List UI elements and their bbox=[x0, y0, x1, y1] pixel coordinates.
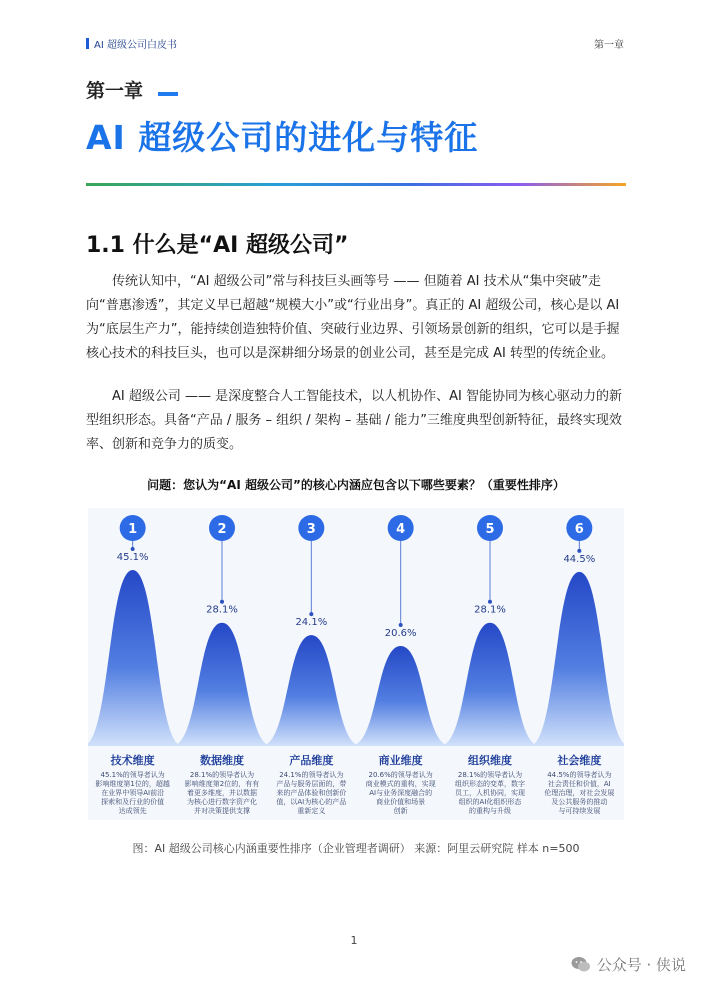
category-desc-1: 在业界中领导AI前沿 bbox=[101, 789, 165, 797]
value-label-2: 28.1% bbox=[206, 604, 238, 616]
peak-5 bbox=[440, 623, 540, 746]
category-label-1: 技术维度 bbox=[110, 754, 155, 767]
peak-4 bbox=[351, 646, 451, 746]
rank-number-3: 3 bbox=[306, 522, 316, 537]
section-title: 1.1 什么是“AI 超级公司” bbox=[86, 233, 349, 258]
ranking-chart-svg bbox=[88, 508, 624, 820]
peak-1 bbox=[88, 570, 183, 746]
category-desc-2: 着更多维度，并以数据 bbox=[187, 789, 257, 797]
rank-number-4: 4 bbox=[396, 522, 406, 537]
category-desc-4: 创新 bbox=[393, 807, 408, 815]
header-accent-bar bbox=[86, 38, 89, 49]
category-desc-5: 员工，人机协同，实现 bbox=[455, 789, 525, 797]
value-label-4: 20.6% bbox=[384, 628, 417, 639]
category-desc-4: AI与业务深度融合的 bbox=[369, 789, 433, 797]
page-number: 1 bbox=[350, 934, 358, 947]
rank-dot-1 bbox=[131, 547, 135, 551]
chapter-label: 第一章 bbox=[86, 80, 144, 102]
category-desc-6: 社会责任和价值，AI bbox=[547, 780, 611, 788]
value-label-6: 44.5% bbox=[563, 553, 596, 565]
rank-dot-5 bbox=[488, 600, 492, 604]
rank-number-6: 6 bbox=[574, 522, 584, 537]
category-desc-5: 的重构与升级 bbox=[469, 807, 511, 815]
rank-number-2: 2 bbox=[217, 522, 227, 537]
category-desc-5: 组织形态的变革，数字 bbox=[455, 780, 525, 788]
category-desc-1: 探索和及行业的价值 bbox=[101, 798, 165, 806]
category-desc-2: 28.1%的领导者认为 bbox=[189, 771, 255, 779]
category-desc-3: 产品与服务层面的，带 bbox=[276, 780, 347, 788]
category-desc-3: 重新定义 bbox=[297, 807, 326, 815]
category-label-4: 商业维度 bbox=[378, 754, 423, 767]
figure-caption: 图：AI 超级公司核心内涵重要性排序（企业管理者调研） 来源：阿里云研究院 样本 n=500 bbox=[132, 842, 580, 855]
paragraph-1: 传统认知中，“AI 超级公司”常与科技巨头画等号 —— 但随着 AI 技术从“集中突破”走向“普惠渗透”，其定义早已超越“规模大小”或“行业出身”。真正的 AI 超级公司，核心是以 AI 为“底层生产力”，能持续创造独特价值、突破行业边界、引领场景创新的组织，它可以是手握核心技术的科技巨头，也可以是深耕细分场景的创业公司，甚至是完成 AI 转型的传统企业。 bbox=[86, 274, 620, 361]
category-desc-4: 20.6%的领导者认为 bbox=[368, 771, 433, 779]
category-desc-2: 并对决策提供支撑 bbox=[194, 807, 250, 815]
wechat-icon bbox=[571, 956, 591, 973]
category-desc-3: 来的产品体验和创新价 bbox=[276, 789, 347, 797]
category-label-2: 数据维度 bbox=[200, 754, 244, 767]
value-label-1: 45.1% bbox=[116, 552, 149, 563]
category-desc-6: 及公共服务的推动 bbox=[551, 798, 608, 806]
rank-dot-2 bbox=[220, 600, 224, 604]
header-chapter: 第一章 bbox=[594, 40, 624, 51]
page-title: AI 超级公司的进化与特征 bbox=[86, 118, 479, 157]
peak-2 bbox=[172, 623, 272, 746]
paragraph-2: AI 超级公司 —— 是深度整合人工智能技术，以人机协作、AI 智能协同为核心驱动力的新型组织形态。具备“产品 / 服务 – 组织 / 架构 – 基础 / 能力”三维度典型创新特征，最终实现效率、创新和竞争力的质变。 bbox=[86, 389, 622, 452]
rank-dot-4 bbox=[399, 623, 403, 627]
figure-question: 问题：您认为“AI 超级公司”的核心内涵应包含以下哪些要素？（重要性排序） bbox=[147, 478, 565, 492]
watermark bbox=[571, 954, 686, 975]
category-desc-5: 28.1%的领导者认为 bbox=[457, 771, 523, 779]
category-label-5: 组织维度 bbox=[468, 754, 512, 767]
category-desc-6: 44.5%的领导者认为 bbox=[547, 771, 612, 779]
rank-dot-6 bbox=[577, 549, 581, 553]
peak-3 bbox=[261, 635, 361, 746]
category-desc-5: 组织的AI化组织形态 bbox=[458, 798, 522, 806]
category-desc-3: 值，以AI为核心的产品 bbox=[276, 798, 347, 806]
category-desc-4: 商业模式的重构，实现 bbox=[365, 780, 436, 788]
ranking-chart bbox=[88, 508, 624, 820]
category-desc-6: 伦理治理，对社会发展 bbox=[544, 789, 615, 797]
category-desc-1: 影响维度第1位的，超越 bbox=[95, 780, 170, 788]
category-desc-4: 商业价值和场景 bbox=[376, 798, 426, 806]
category-desc-2: 为核心进行数字资产化 bbox=[187, 798, 257, 806]
header-doc-title: AI 超级公司白皮书 bbox=[94, 40, 177, 51]
watermark-text: 公众号 · 侠说 bbox=[596, 956, 686, 974]
category-desc-1: 达成领先 bbox=[118, 807, 147, 815]
category-label-6: 社会维度 bbox=[557, 754, 602, 767]
peak-6 bbox=[529, 572, 624, 746]
value-label-3: 24.1% bbox=[295, 617, 328, 629]
rank-number-1: 1 bbox=[128, 522, 138, 537]
value-label-5: 28.1% bbox=[474, 604, 506, 616]
gradient-divider bbox=[86, 183, 626, 186]
rank-dot-3 bbox=[309, 612, 313, 616]
category-label-3: 产品维度 bbox=[289, 754, 334, 767]
chapter-accent-dash bbox=[158, 92, 178, 96]
rank-number-5: 5 bbox=[485, 522, 495, 537]
category-desc-3: 24.1%的领导者认为 bbox=[279, 771, 344, 779]
category-desc-2: 影响维度第2位的，有有 bbox=[184, 780, 260, 788]
category-desc-6: 与可持续发展 bbox=[558, 807, 601, 815]
category-desc-1: 45.1%的领导者认为 bbox=[100, 771, 165, 779]
